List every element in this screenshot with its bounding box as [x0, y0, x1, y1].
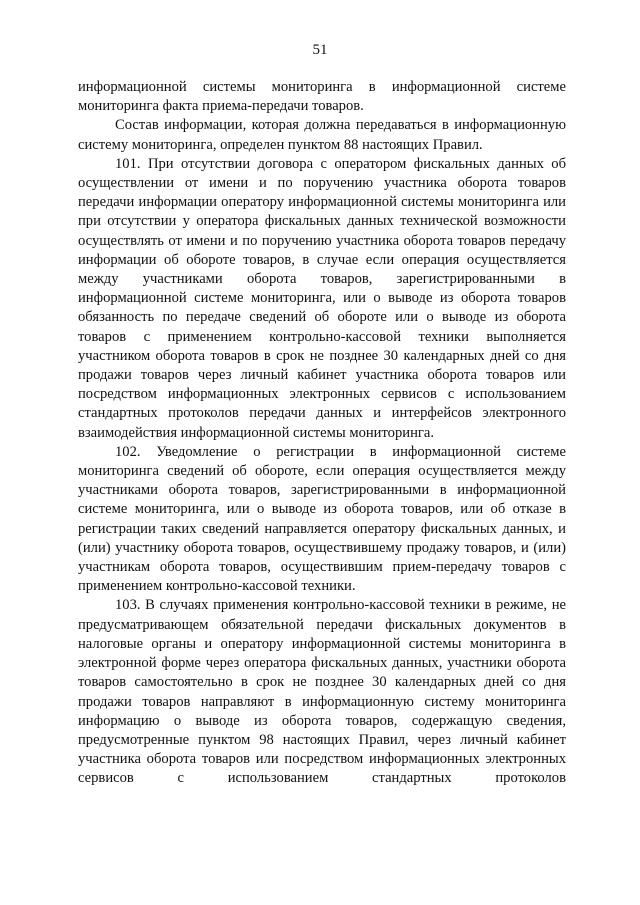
paragraph-102: 102. Уведомление о регистрации в информационной системе мониторинга сведений об обороте, если операция осуществляется между участниками оборота товаров, зарегистрированными в информационной системе мониторинга, или о выводе из оборота товаров, или об отказе в регистрации таких сведений направляется оператору фискальных данных, и (или) участнику оборота товаров, осуществившему продажу товаров, и (или) участникам оборота товаров, осуществившим прием-передачу товаров с применением контрольно-кассовой техники.: [78, 443, 566, 595]
paragraph-composition-info: Состав информации, которая должна передаваться в информационную систему мониторинга, определен пунктом 88 настоящих Правил.: [78, 117, 566, 153]
page-number: 51: [312, 42, 328, 58]
paragraph-103: 103. В случаях применения контрольно-кассовой техники в режиме, не предусматривающем обязательной передачи фискальных документов в налоговые органы и оператору информационной системы мониторинга в электронной форме через оператора фискальных данных, участники оборота товаров самостоятельно в срок не позднее 30 календарных дней со дня продажи товаров направляют в информационную систему мониторинга информацию о выводе из оборота товаров, содержащую сведения, предусмотренные пунктом 98 настоящих Правил, через личный кабинет участника оборота товаров или посредством информационных электронных сервисов с использованием стандартных протоколов: [78, 597, 566, 787]
paragraph-101: 101. При отсутствии договора с оператором фискальных данных об осуществлении от имени и по поручению участника оборота товаров передачи информации оператору информационной системы мониторинга или при отсутствии у оператора фискальных данных технической возможности осуществлять от имени и по поручению участника оборота товаров передачу информации об обороте товаров, в случае если операция осуществляется между участниками оборота товаров, зарегистрированными в информационной системе мониторинга, или о выводе из оборота товаров обязанность по передаче сведений об обороте или о выводе из оборота товаров с применением контрольно-кассовой техники выполняется участником оборота товаров в срок не позднее 30 календарных дней со дня продажи товаров через личный кабинет участника оборота товаров или посредством информационных электронных сервисов с использованием стандартных протоколов передачи данных и интерфейсов электронного взаимодействия информационной системы мониторинга.: [78, 155, 566, 441]
paragraph-continuation: информационной системы мониторинга в информационной системе мониторинга факта приема-передачи товаров.: [78, 79, 566, 115]
document-body: [78, 78, 566, 789]
